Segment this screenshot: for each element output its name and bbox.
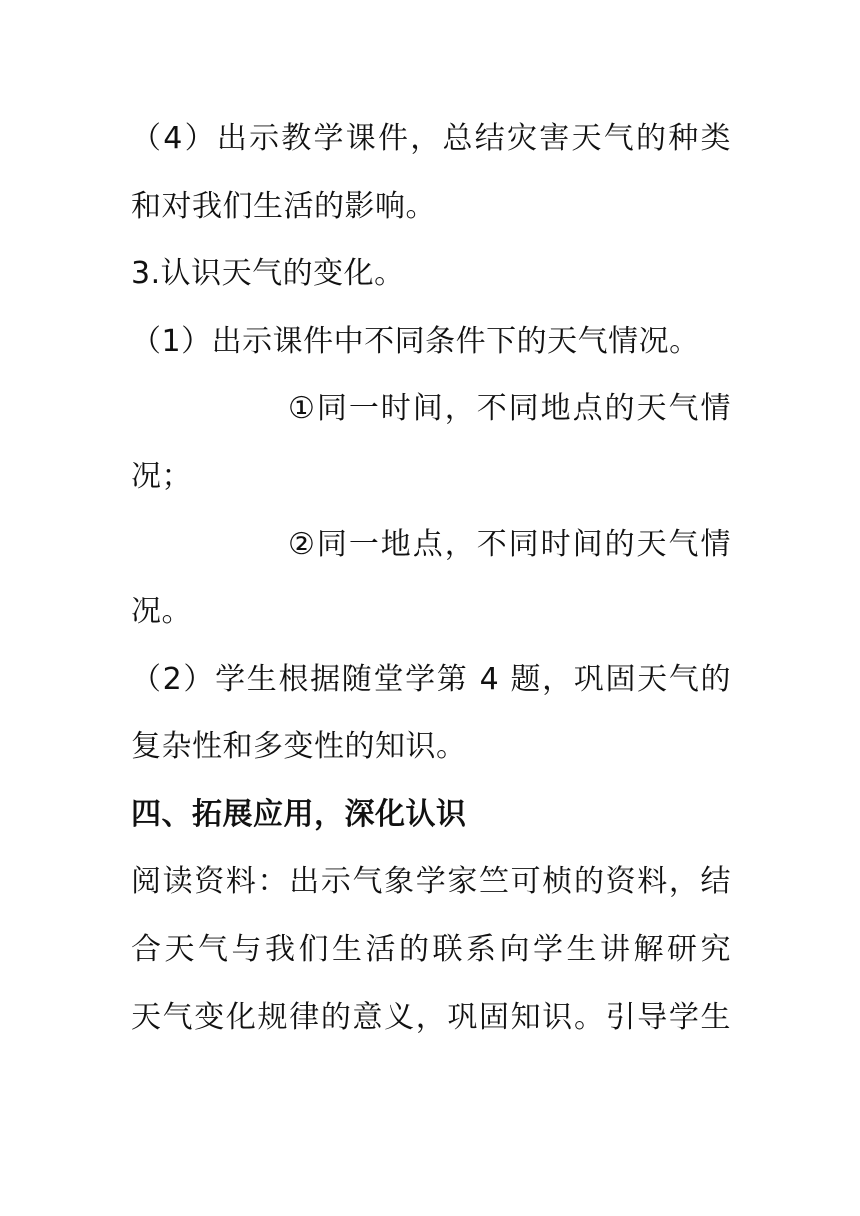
paragraph-line: （2）学生根据随堂学第 4 题，巩固天气的 [131,662,731,697]
section-heading: 四、拓展应用，深化认识 [131,797,467,832]
paragraph-line: （1）出示课件中不同条件下的天气情况。 [131,324,700,359]
paragraph-line: 复杂性和多变性的知识。 [131,729,467,764]
paragraph-line: 阅读资料：出示气象学家竺可桢的资料，结 [131,864,731,899]
list-item-continuation: 况； [131,459,192,494]
list-item-continuation: 况。 [131,594,192,629]
paragraph-line: 天气变化规律的意义，巩固知识。引导学生 [131,1000,731,1035]
list-item: ①同一时间，不同地点的天气情 [288,391,731,426]
paragraph-line: （4）出示教学课件，总结灾害天气的种类 [131,121,731,156]
paragraph-line: 合天气与我们生活的联系向学生讲解研究 [131,932,731,967]
list-item: ②同一地点，不同时间的天气情 [288,527,731,562]
section-heading: 3.认识天气的变化。 [131,256,405,291]
paragraph-line: 和对我们生活的影响。 [131,189,436,224]
